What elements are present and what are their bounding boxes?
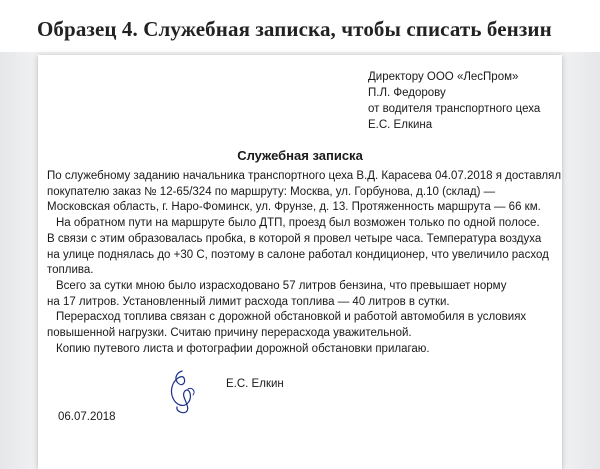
addressee-line: П.Л. Федорову [368, 87, 446, 99]
body-line: покупателю заказ № 12-65/324 по маршруту: Москва, ул. Горбунова, д.10 (склад) — [47, 185, 496, 198]
page-heading: Образец 4. Служебная записка, чтобы списать бензин [37, 17, 552, 41]
body-line: В связи с этим образовалась пробка, в которой я провел четыре часа. Температура воздуха [47, 232, 542, 245]
addressee-line: Е.С. Елкина [368, 119, 433, 131]
body-line: По служебному заданию начальника транспортного цеха В.Д. Карасева 04.07.2018 я доставлял [47, 170, 562, 182]
body-line: на улице поднялась до +30 С, поэтому в салоне работал кондиционер, что увеличило расход [47, 248, 549, 261]
addressee-line: Директору ООО «ЛесПром» [368, 71, 519, 83]
body-line: топлива. [47, 264, 94, 277]
body-line: Московская область, г. Наро-Фоминск, ул. Фрунзе, д. 13. Протяженность маршрута — 66 км. [47, 201, 541, 214]
signer-name: Е.С. Елкин [226, 378, 284, 390]
document-body [47, 169, 562, 357]
body-line: Копию путевого листа и фотографии дорожной обстановки прилагаю. [56, 342, 430, 355]
body-line: повышенной нагрузки. Считаю причину перерасхода уважительной. [47, 327, 412, 340]
handwritten-signature [160, 365, 210, 415]
body-line: Всего за сутки мною было израсходовано 57 литров бензина, что превышает норму [56, 279, 507, 292]
body-line: на 17 литров. Установленный лимит расхода топлива — 40 литров в сутки. [47, 295, 450, 308]
addressee-block [368, 69, 540, 133]
document-title: Служебная записка [237, 148, 363, 163]
addressee-line: от водителя транспортного цеха [368, 103, 541, 115]
document-date: 06.07.2018 [58, 411, 116, 423]
body-line: Перерасход топлива связан с дорожной обстановкой и работой автомобиля в условиях [56, 311, 527, 324]
body-line: На обратном пути на маршруте было ДТП, проезд был возможен только по одной полосе. [56, 217, 540, 230]
